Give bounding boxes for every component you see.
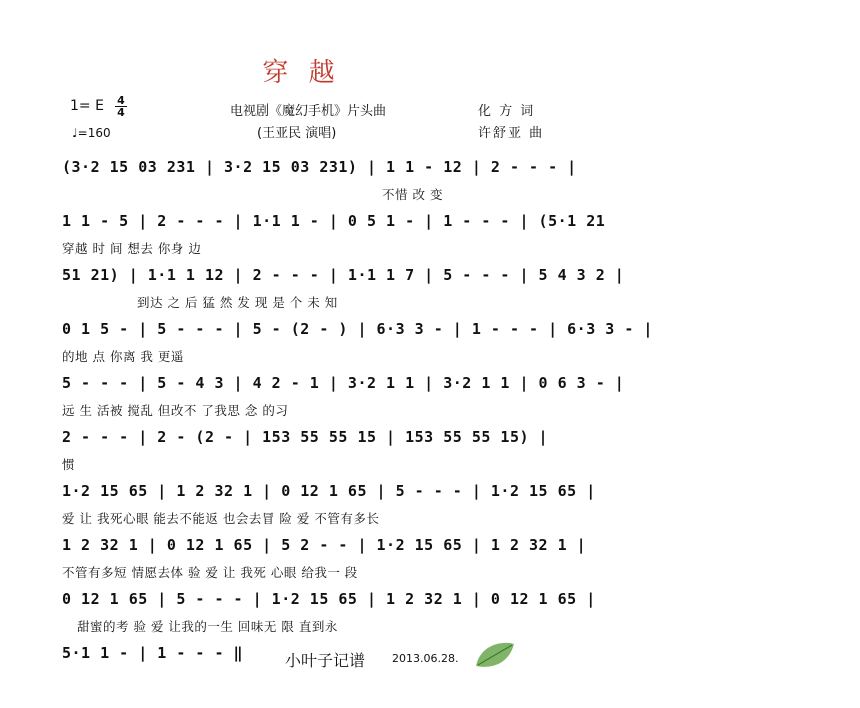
score-row-7: [62, 482, 596, 536]
lyric-line: 不管有多短 情愿去体 验 爱 让 我死 心眼 给我一 段: [62, 565, 358, 580]
notation-line: 1 2 32 1 | 0 12 1 65 | 5 2 - - | 1·2 15 65 | 1 2 32 1 |: [62, 536, 587, 554]
lyric-line: 穿越 时 间 想去 你身 边: [62, 241, 202, 256]
score-row-4: [62, 320, 653, 374]
notation-line: 0 12 1 65 | 5 - - - | 1·2 15 65 | 1 2 32 1 | 0 12 1 65 |: [62, 590, 596, 608]
score-row-1: [62, 158, 577, 212]
transcriber-signature: 小叶子记谱: [285, 651, 366, 670]
notation-line: 5 - - - | 5 - 4 3 | 4 2 - 1 | 3·2 1 1 | 3·2 1 1 | 0 6 3 - |: [62, 374, 625, 392]
lyric-line: 不惜 改 变: [382, 187, 443, 202]
lyric-line: 到达 之 后 猛 然 发 现 是 个 未 知: [137, 295, 338, 310]
time-signature: [115, 95, 127, 118]
lyric-line: 爱 让 我死心眼 能去不能返 也会去冒 险 爱 不管有多长: [62, 511, 380, 526]
score-row-3: [62, 266, 625, 320]
notation-line: 0 1 5 - | 5 - - - | 5 - (2 - ) | 6·3 3 - | 1 - - - | 6·3 3 - |: [62, 320, 653, 338]
notation-line: (3·2 15 03 231 | 3·2 15 03 231) | 1 1 - 12 | 2 - - - |: [62, 158, 577, 176]
tempo-value: =160: [77, 126, 111, 140]
notation-line: 2 - - - | 2 - (2 - | 153 55 55 15 | 153 55 55 15) |: [62, 428, 549, 446]
lyric-line: 的地 点 你离 我 更遥: [62, 349, 184, 364]
lyric-line: 远 生 活被 搅乱 但改不 了我思 念 的习: [62, 403, 289, 418]
notation-line: 1·2 15 65 | 1 2 32 1 | 0 12 1 65 | 5 - - - | 1·2 15 65 |: [62, 482, 596, 500]
transcription-date: 2013.06.28.: [392, 652, 459, 665]
lyricist: 化 方 词: [478, 104, 536, 119]
lyric-line: 惯: [62, 457, 76, 472]
score-row-2: [62, 212, 606, 266]
score-row-9: [62, 590, 596, 644]
lyric-line: 甜蜜的考 验 爱 让我的一生 回味无 限 直到永: [77, 619, 338, 634]
subtitle: 电视剧《魔幻手机》片头曲: [230, 104, 387, 119]
notation-line: 5·1 1 - | 1 - - - ‖: [62, 644, 244, 662]
score-row-6: [62, 428, 549, 482]
quarter-note-icon: ♩: [72, 126, 78, 140]
score-row-10: [62, 644, 262, 698]
leaf-icon: [470, 636, 520, 676]
song-title: 穿 越: [262, 58, 341, 88]
time-signature-top: 4: [117, 94, 125, 107]
performer: (王亚民 演唱): [257, 126, 337, 141]
score-row-5: [62, 374, 625, 428]
notation-line: 51 21) | 1·1 1 12 | 2 - - - | 1·1 1 7 | 5 - - - | 5 4 3 2 |: [62, 266, 625, 284]
composer: 许舒亚 曲: [478, 126, 545, 141]
notation-line: 1 1 - 5 | 2 - - - | 1·1 1 - | 0 5 1 - | 1 - - - | (5·1 21: [62, 212, 606, 230]
key-signature: 1= E: [70, 98, 104, 114]
score-row-8: [62, 536, 587, 590]
time-signature-bottom: 4: [115, 106, 127, 118]
tempo-marking: [72, 126, 111, 140]
